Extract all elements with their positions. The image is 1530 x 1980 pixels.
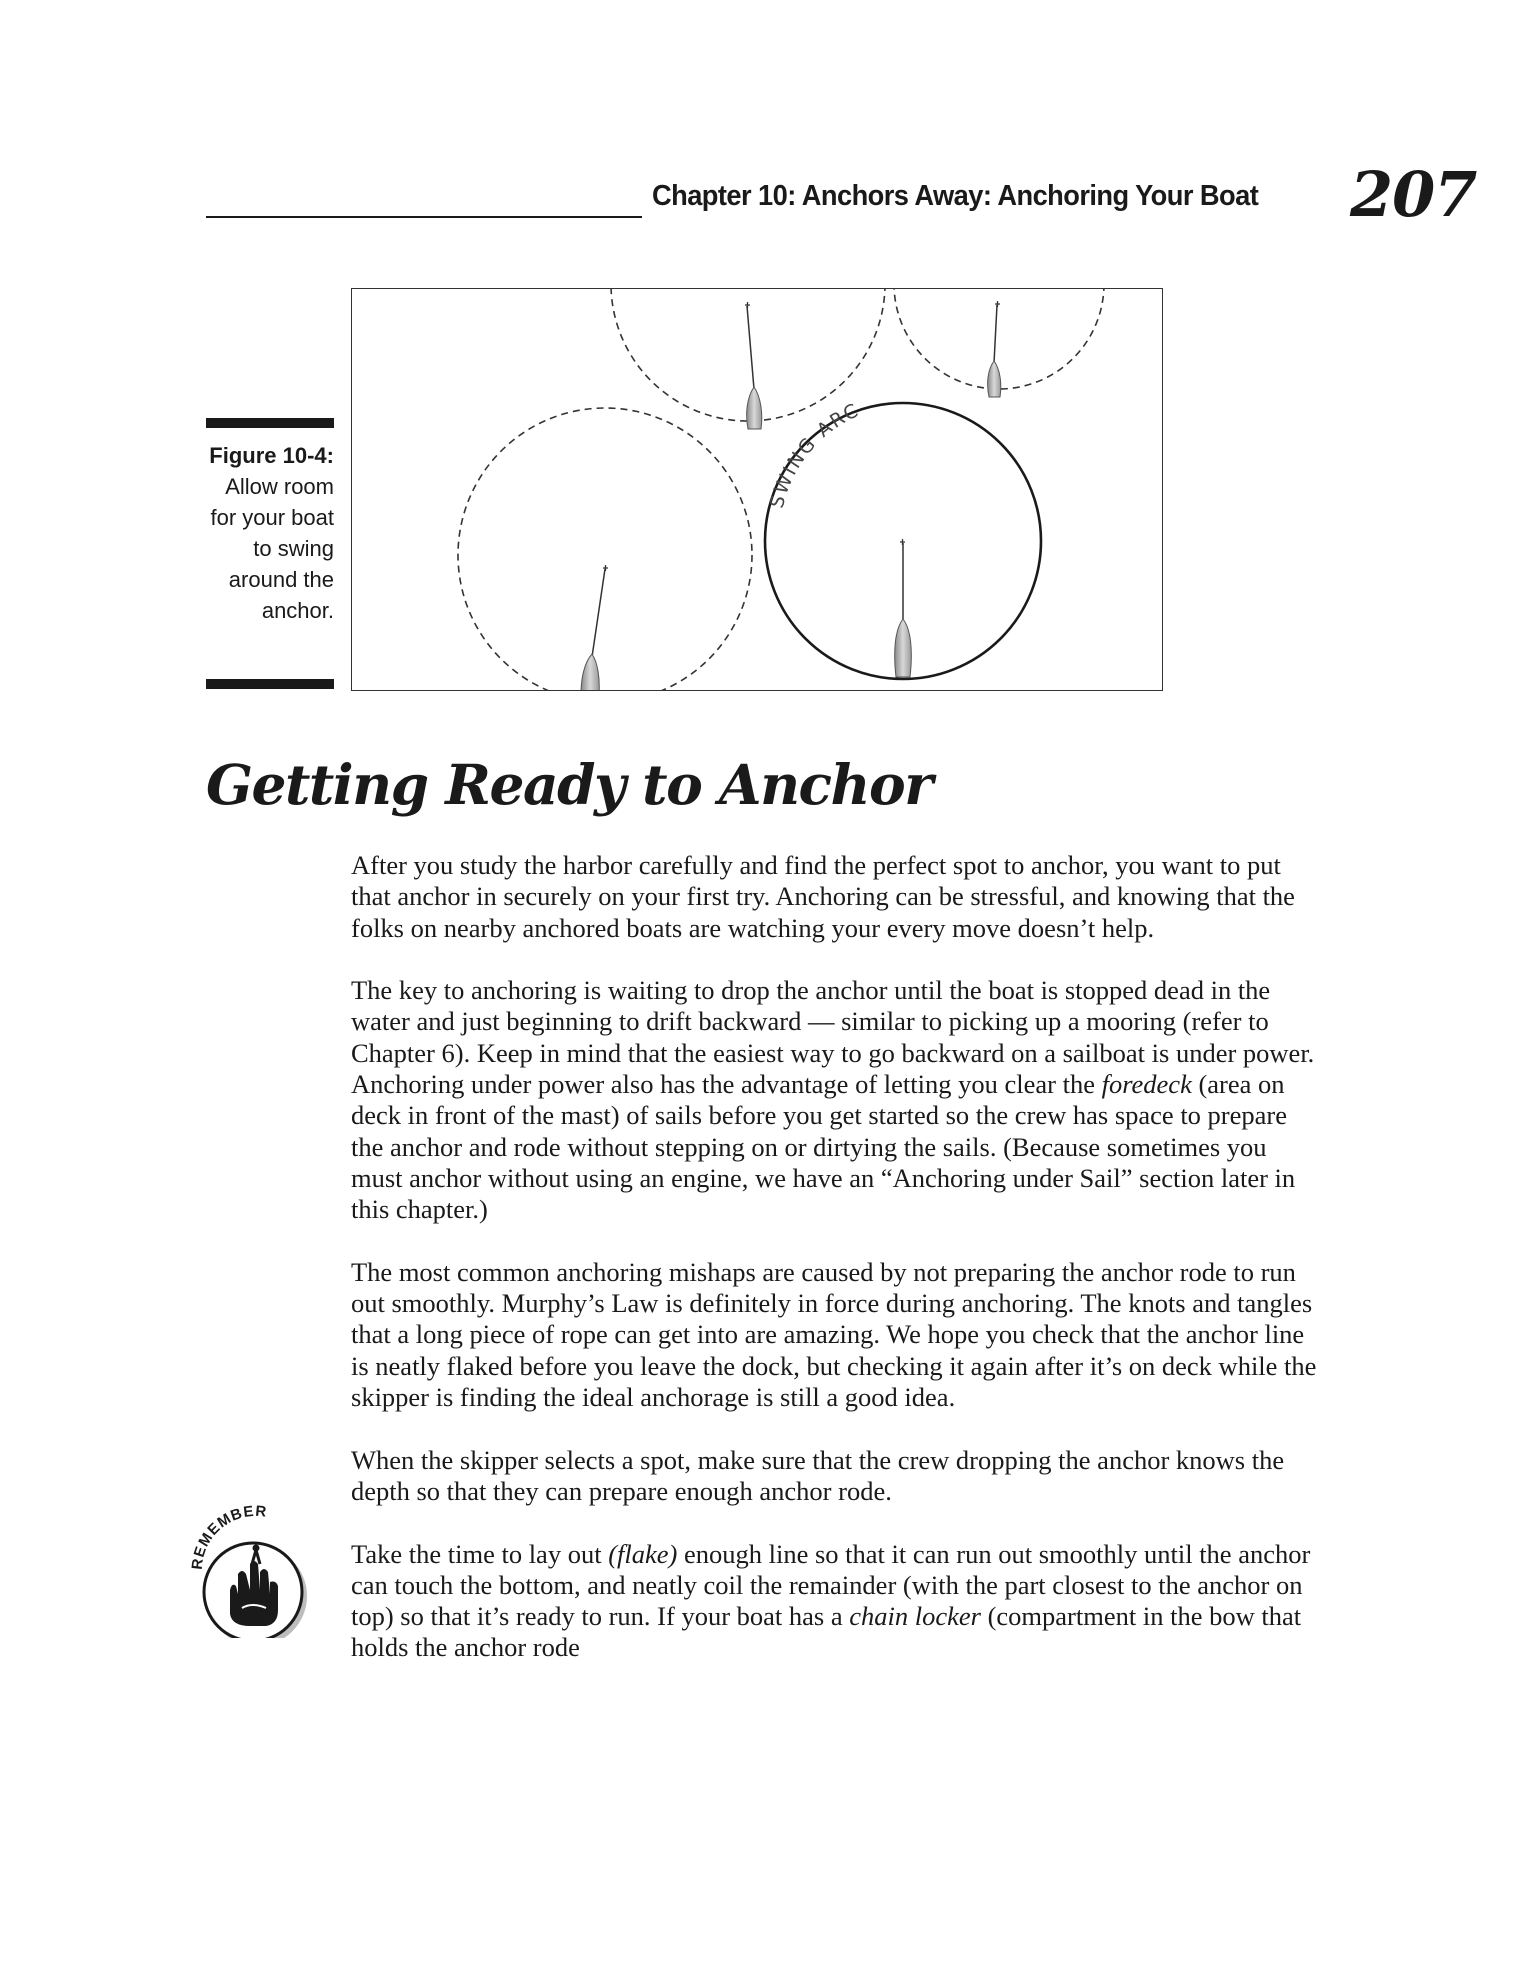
- caption-bar-bottom: [206, 679, 334, 689]
- section-heading: Getting Ready to Anchor: [206, 752, 932, 817]
- anchored-boat: [745, 302, 762, 429]
- running-head: Chapter 10: Anchors Away: Anchoring Your Boat: [652, 180, 1259, 212]
- figure-caption-text: Allow room for your boat to swing around the anchor.: [210, 474, 334, 623]
- page-number: 207: [1350, 158, 1477, 231]
- anchored-boat: [988, 301, 1001, 397]
- remember-icon: [180, 1498, 320, 1638]
- swing-arc-label: SWING ARC: [765, 398, 864, 511]
- anchored-boat: [581, 565, 608, 690]
- anchored-boat: [895, 539, 912, 677]
- figure-label: Figure 10-4:: [209, 443, 334, 468]
- paragraph: Take the time to lay out (flake) enough line so that it can run out smoothly until the anchor can touch the bottom, and neatly coil the remainder (with the part closest to the anchor on top) so that it’s ready to run. If your boat has a chain locker (compartment in the bow that holds the anchor rode: [351, 1538, 1311, 1663]
- paragraph: When the skipper selects a spot, make sure that the crew dropping the anchor knows the depth so that they can prepare enough anchor rode.: [351, 1444, 1285, 1506]
- remember-label: REMEMBER: [188, 1502, 269, 1571]
- caption-bar-top: [206, 418, 334, 428]
- paragraph: The key to anchoring is waiting to drop the anchor until the boat is stopped dead in the water and just beginning to drift backward — similar to picking up a mooring (refer to Chapter 6). Keep in mind that the easiest way to go backward on a sailboat is under power. Anchoring under power also has the advantage of letting you clear the foredeck (area on deck in front of the mast) of sails before you get started so the crew has space to prepare the anchor and rode without stepping on or dirtying the sails. (Because sometimes you must anchor without using an engine, we have an “Anchoring under Sail” section later in this chapter.): [351, 975, 1315, 1225]
- body-text: [351, 850, 1321, 1695]
- header-rule: [206, 216, 642, 218]
- paragraph: The most common anchoring mishaps are caused by not preparing the anchor rode to run out smoothly. Murphy’s Law is definitely in force during anchoring. The knots and tangles that a long piece of rope can get into are amazing. We hope you check that the anchor line is neatly flaked before you leave the dock, but checking it again after it’s on deck while the skipper is finding the ideal anchorage is still a good idea.: [351, 1256, 1317, 1413]
- figure-10-4-illustration: [351, 288, 1163, 691]
- anchoring-swing-diagram: [352, 289, 1162, 690]
- swing-circle-dashed: [458, 408, 752, 690]
- figure-caption: [206, 440, 334, 626]
- paragraph: After you study the harbor carefully and find the perfect spot to anchor, you want to put that anchor in securely on your first try. Anchoring can be stressful, and knowing that the folks on nearby anchored boats are watching your every move doesn’t help.: [351, 850, 1295, 943]
